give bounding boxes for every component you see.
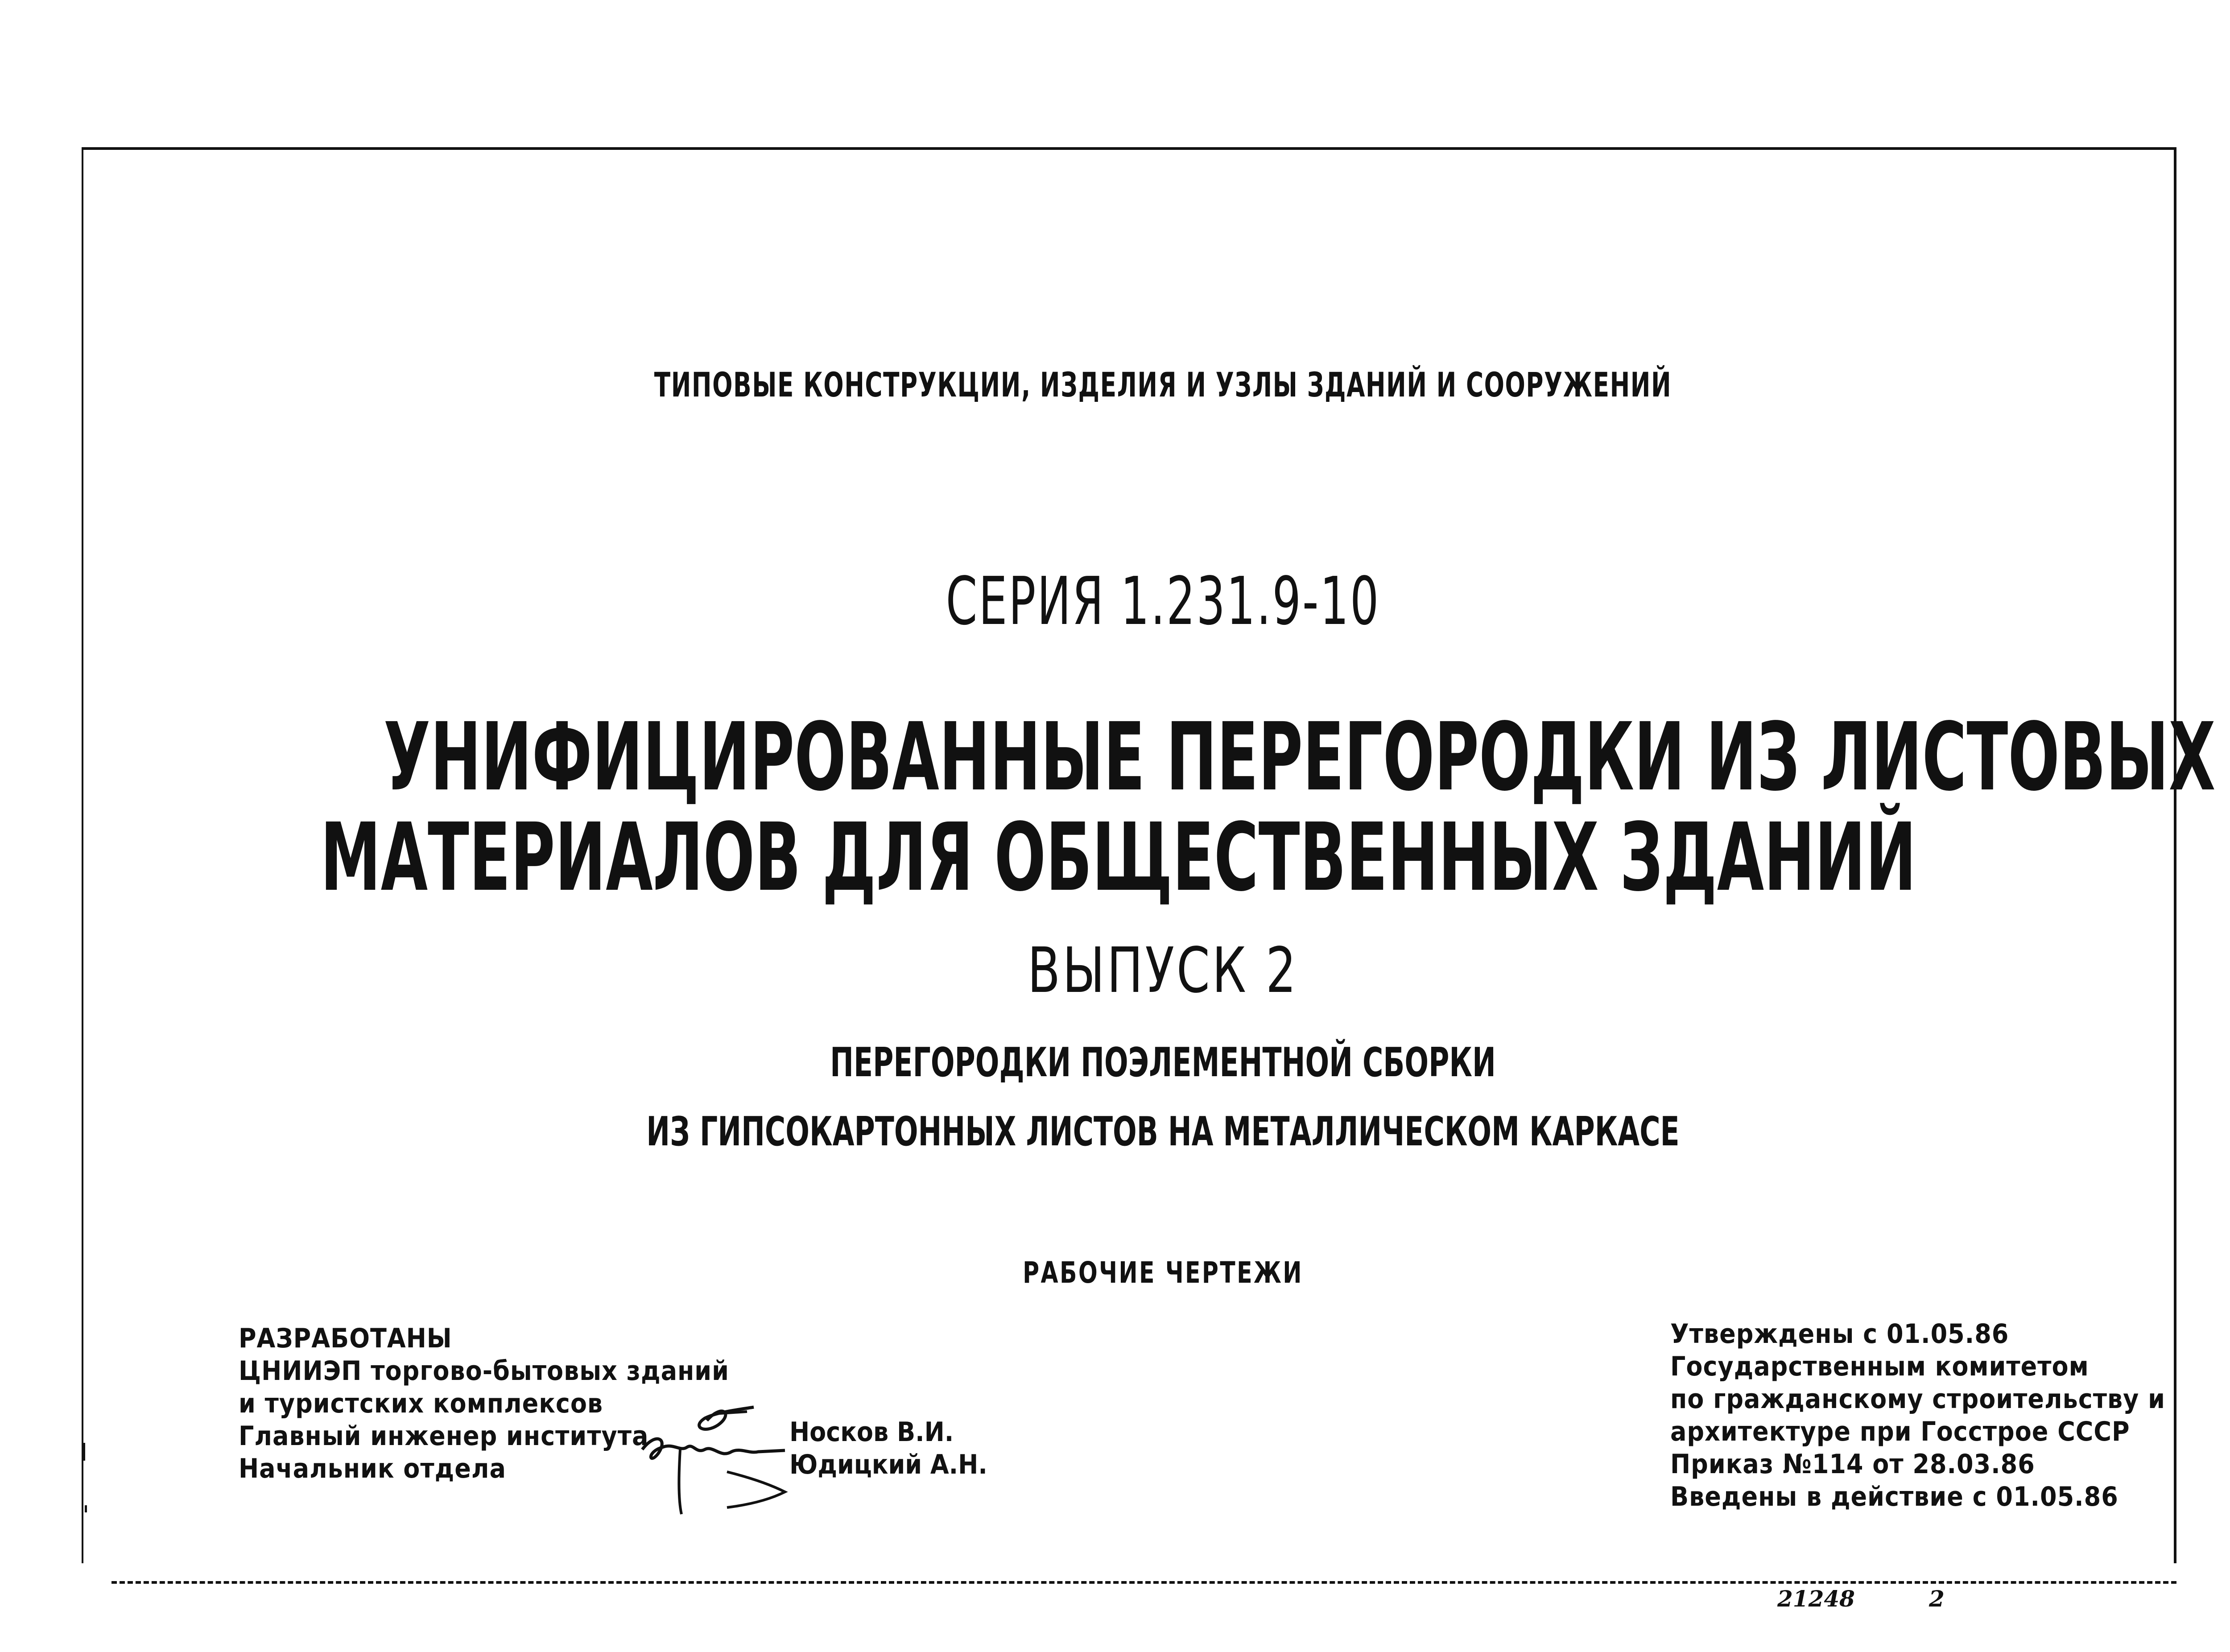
developed-line: ЦНИИЭП торгово-бытовых зданий xyxy=(239,1355,729,1387)
working-drawings-label: РАБОЧИЕ ЧЕРТЕЖИ xyxy=(1023,1256,1303,1290)
department-head-name: Юдицкий А.Н. xyxy=(789,1449,987,1480)
approval-block xyxy=(1670,1318,2165,1513)
subtitle-line-1: ПЕРЕГОРОДКИ ПОЭЛЕМЕНТНОЙ СБОРКИ xyxy=(830,1039,1496,1086)
main-title-line-1: УНИФИЦИРОВАННЫЕ ПЕРЕГОРОДКИ ИЗ ЛИСТОВЫХ xyxy=(384,702,2216,812)
approval-line: архитектуре при Госстрое СССР xyxy=(1670,1416,2130,1447)
developed-line: Главный инженер института xyxy=(239,1421,649,1452)
document-code: 21248 xyxy=(1777,1586,1855,1612)
margin-mark xyxy=(83,1443,85,1461)
main-title-line-2: МАТЕРИАЛОВ ДЛЯ ОБЩЕСТВЕННЫХ ЗДАНИЙ xyxy=(320,803,1916,912)
signatory-names xyxy=(789,1416,987,1481)
margin-mark xyxy=(85,1505,87,1512)
developed-line: и туристских комплексов xyxy=(239,1388,603,1419)
developed-line: Начальник отдела xyxy=(239,1453,506,1484)
series-number: СЕРИЯ 1.231.9-10 xyxy=(946,563,1380,640)
approval-line: по гражданскому строительству и xyxy=(1670,1384,2165,1415)
handwritten-signatures xyxy=(638,1400,789,1534)
chief-engineer-name: Носков В.И. xyxy=(789,1417,954,1448)
subtitle-line-2: ИЗ ГИПСОКАРТОННЫХ ЛИСТОВ НА МЕТАЛЛИЧЕСКОМ КАРКАСЕ xyxy=(646,1108,1680,1155)
page-number: 2 xyxy=(1929,1586,1945,1612)
developed-line: РАЗРАБОТАНЫ xyxy=(239,1323,452,1354)
approval-line: Введены в действие с 01.05.86 xyxy=(1670,1481,2118,1512)
issue-number: ВЫПУСК 2 xyxy=(1027,934,1299,1007)
approval-line: Государственным комитетом xyxy=(1670,1351,2089,1382)
header-title: ТИПОВЫЕ КОНСТРУКЦИИ, ИЗДЕЛИЯ И УЗЛЫ ЗДАНИЙ И СООРУЖЕНИЙ xyxy=(654,365,1672,405)
bottom-rule xyxy=(112,1581,2176,1584)
approval-line: Приказ №114 от 28.03.86 xyxy=(1670,1449,2035,1480)
approval-line: Утверждены с 01.05.86 xyxy=(1670,1318,2009,1350)
